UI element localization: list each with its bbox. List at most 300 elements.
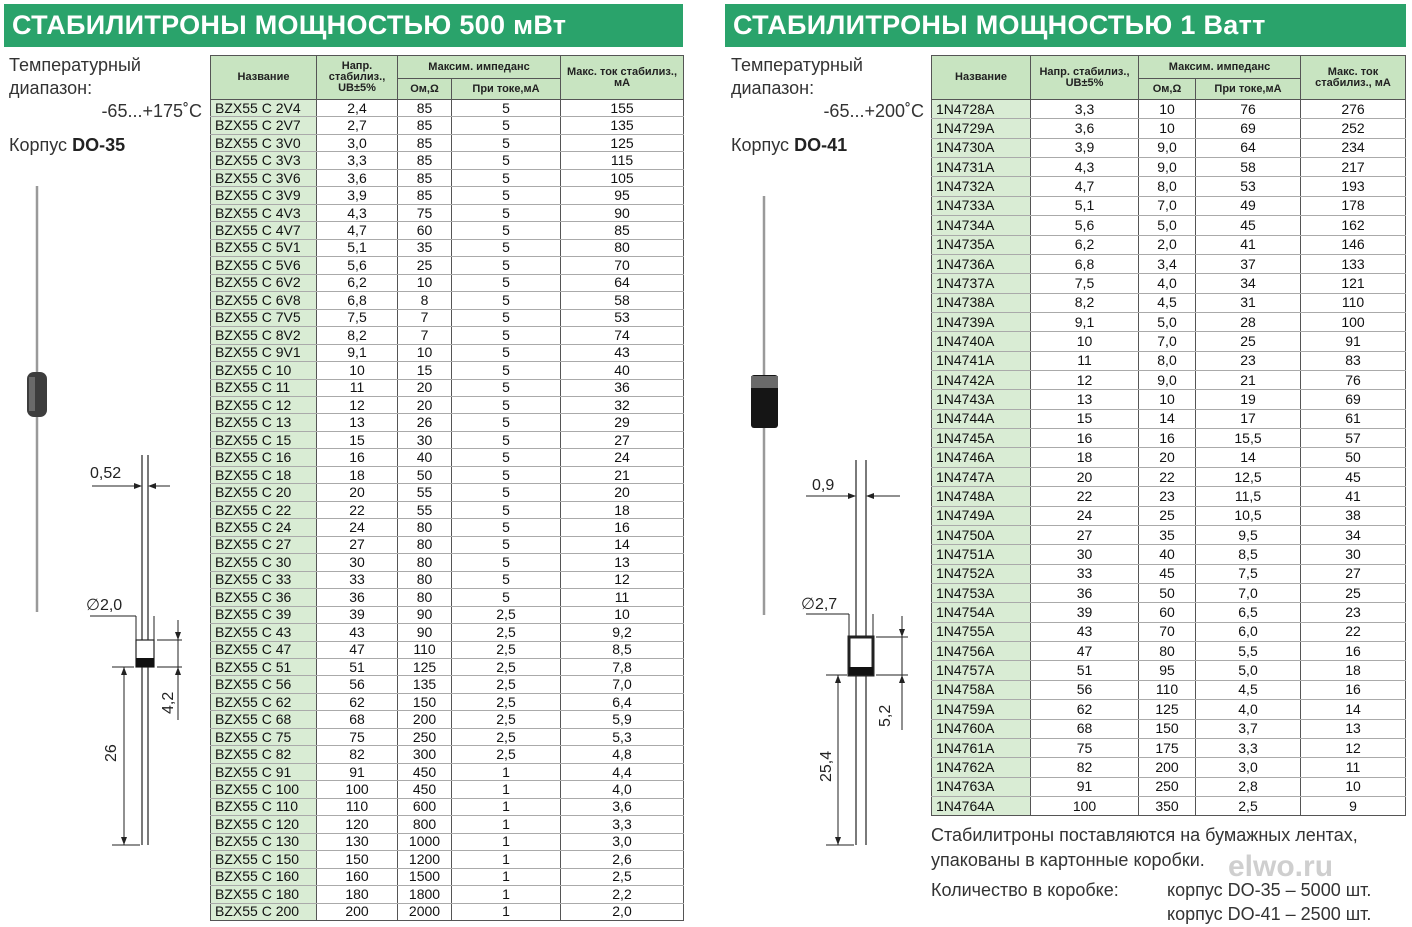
table-row [932, 564, 1406, 583]
cell-test-current: 1 [452, 851, 561, 868]
cell-voltage: 47 [317, 641, 398, 658]
cell-name: BZX55 C 27 [211, 536, 317, 553]
cell-test-current: 5 [452, 501, 561, 518]
table-row [211, 327, 684, 344]
col-header-name: Название [211, 56, 317, 100]
table-row [932, 390, 1406, 409]
cell-voltage: 43 [317, 624, 398, 641]
cell-max-current: 162 [1301, 216, 1406, 235]
cell-max-current: 10 [561, 606, 684, 623]
table-row [211, 431, 684, 448]
cell-impedance: 250 [1139, 777, 1196, 796]
cell-voltage: 68 [1031, 719, 1139, 738]
cell-voltage: 3,0 [317, 134, 398, 151]
table-row [932, 525, 1406, 544]
package-label: Корпус [9, 135, 68, 155]
cell-voltage: 100 [1031, 796, 1139, 815]
cell-name: BZX55 C 30 [211, 554, 317, 571]
cell-impedance: 10 [1139, 390, 1196, 409]
table-row [211, 449, 684, 466]
cell-voltage: 13 [1031, 390, 1139, 409]
cell-max-current: 70 [561, 257, 684, 274]
cell-max-current: 95 [561, 187, 684, 204]
cell-test-current: 25 [1196, 332, 1301, 351]
cell-test-current: 5 [452, 152, 561, 169]
do35-dimension-drawing [90, 455, 182, 845]
cell-voltage: 4,3 [317, 204, 398, 221]
cell-test-current: 1 [452, 833, 561, 850]
cell-max-current: 155 [561, 100, 684, 117]
table-row [211, 746, 684, 763]
cell-test-current: 5 [452, 274, 561, 291]
cell-voltage: 4,7 [1031, 177, 1139, 196]
cell-voltage: 200 [317, 903, 398, 920]
temp-label: Температурный [731, 55, 863, 75]
table-row [211, 484, 684, 501]
cell-max-current: 36 [561, 379, 684, 396]
cell-test-current: 5 [452, 117, 561, 134]
cell-max-current: 4,8 [561, 746, 684, 763]
cell-max-current: 9,2 [561, 624, 684, 641]
cell-impedance: 80 [398, 571, 452, 588]
cell-voltage: 16 [1031, 429, 1139, 448]
cell-max-current: 5,9 [561, 711, 684, 728]
cell-name: 1N4750A [932, 525, 1031, 544]
cell-voltage: 180 [317, 886, 398, 903]
cell-max-current: 2,2 [561, 886, 684, 903]
cell-voltage: 3,9 [1031, 138, 1139, 157]
cell-max-current: 29 [561, 414, 684, 431]
cell-max-current: 64 [561, 274, 684, 291]
cell-test-current: 4,0 [1196, 700, 1301, 719]
cell-name: 1N4746A [932, 448, 1031, 467]
cell-voltage: 36 [1031, 583, 1139, 602]
cell-max-current: 90 [561, 204, 684, 221]
cell-name: BZX55 C 160 [211, 868, 317, 885]
cell-impedance: 10 [398, 274, 452, 291]
table-row [932, 738, 1406, 757]
cell-name: BZX55 C 9V1 [211, 344, 317, 361]
cell-name: 1N4742A [932, 371, 1031, 390]
cell-impedance: 125 [398, 659, 452, 676]
table-row [932, 583, 1406, 602]
col-header-impedance: Максим. импеданс [1139, 56, 1301, 79]
temp-value: -65...+200˚C [823, 101, 924, 121]
cell-impedance: 80 [398, 554, 452, 571]
cell-max-current: 23 [1301, 603, 1406, 622]
cell-name: BZX55 C 8V2 [211, 327, 317, 344]
cell-impedance: 40 [398, 449, 452, 466]
table-row [932, 796, 1406, 815]
cell-voltage: 10 [317, 362, 398, 379]
table-row [932, 642, 1406, 661]
table-row [932, 100, 1406, 119]
cell-impedance: 5,0 [1139, 216, 1196, 235]
cell-impedance: 4,5 [1139, 293, 1196, 312]
cell-max-current: 234 [1301, 138, 1406, 157]
cell-test-current: 2,5 [452, 728, 561, 745]
cell-voltage: 2,4 [317, 100, 398, 117]
cell-name: 1N4749A [932, 506, 1031, 525]
cell-name: BZX55 C 10 [211, 362, 317, 379]
cell-test-current: 5,5 [1196, 642, 1301, 661]
cell-max-current: 125 [561, 134, 684, 151]
table-row [932, 138, 1406, 157]
table-row [932, 700, 1406, 719]
cell-impedance: 8 [398, 292, 452, 309]
cell-voltage: 6,2 [317, 274, 398, 291]
cell-voltage: 22 [1031, 487, 1139, 506]
cell-voltage: 7,5 [1031, 274, 1139, 293]
table-row [211, 152, 684, 169]
cell-impedance: 10 [398, 344, 452, 361]
table-row [211, 606, 684, 623]
cell-test-current: 2,5 [452, 711, 561, 728]
qty-label: Количество в коробке: [931, 880, 1119, 900]
cell-test-current: 5 [452, 327, 561, 344]
cell-name: 1N4755A [932, 622, 1031, 641]
cell-max-current: 12 [561, 571, 684, 588]
cell-test-current: 5 [452, 554, 561, 571]
cell-max-current: 45 [1301, 467, 1406, 486]
cell-test-current: 5 [452, 187, 561, 204]
cell-impedance: 10 [1139, 119, 1196, 138]
cell-name: BZX55 C 16 [211, 449, 317, 466]
cell-impedance: 55 [398, 484, 452, 501]
cell-test-current: 3,0 [1196, 758, 1301, 777]
table-row [211, 204, 684, 221]
cell-impedance: 15 [398, 362, 452, 379]
cell-voltage: 22 [317, 501, 398, 518]
cell-impedance: 26 [398, 414, 452, 431]
cell-max-current: 115 [561, 152, 684, 169]
cell-voltage: 6,8 [1031, 254, 1139, 273]
table-row [211, 274, 684, 291]
cell-max-current: 110 [1301, 293, 1406, 312]
cell-max-current: 22 [1301, 622, 1406, 641]
cell-impedance: 95 [1139, 661, 1196, 680]
cell-max-current: 20 [561, 484, 684, 501]
col-header-ohm: Ом,Ω [398, 79, 452, 100]
cell-name: BZX55 C 2V7 [211, 117, 317, 134]
cell-name: 1N4732A [932, 177, 1031, 196]
cell-voltage: 16 [317, 449, 398, 466]
cell-voltage: 120 [317, 816, 398, 833]
cell-name: 1N4744A [932, 409, 1031, 428]
cell-test-current: 37 [1196, 254, 1301, 273]
cell-test-current: 5 [452, 100, 561, 117]
col-header-max-current: Макс. ток стабилиз., мА [561, 56, 684, 100]
cell-name: 1N4763A [932, 777, 1031, 796]
cell-max-current: 50 [1301, 448, 1406, 467]
cell-test-current: 5 [452, 239, 561, 256]
cell-test-current: 5 [452, 362, 561, 379]
table-1w [931, 55, 1406, 816]
cell-voltage: 33 [1031, 564, 1139, 583]
cell-voltage: 47 [1031, 642, 1139, 661]
cell-max-current: 14 [561, 536, 684, 553]
cell-name: BZX55 C 43 [211, 624, 317, 641]
cell-max-current: 69 [1301, 390, 1406, 409]
cell-test-current: 5 [452, 589, 561, 606]
cell-impedance: 85 [398, 100, 452, 117]
cell-impedance: 5,0 [1139, 312, 1196, 331]
table-row [211, 676, 684, 693]
do35-photo [27, 186, 47, 612]
package-label: Корпус [731, 135, 790, 155]
cell-max-current: 24 [561, 449, 684, 466]
table-row [211, 554, 684, 571]
dim-lead-diameter: 0,52 [90, 465, 122, 482]
cell-impedance: 50 [1139, 583, 1196, 602]
table-row [932, 622, 1406, 641]
cell-voltage: 13 [317, 414, 398, 431]
table-row [932, 467, 1406, 486]
table-row [211, 414, 684, 431]
cell-max-current: 3,6 [561, 798, 684, 815]
cell-name: 1N4736A [932, 254, 1031, 273]
cell-name: 1N4756A [932, 642, 1031, 661]
cell-test-current: 2,5 [452, 746, 561, 763]
cell-name: BZX55 C 5V6 [211, 257, 317, 274]
cell-voltage: 33 [317, 571, 398, 588]
cell-test-current: 5 [452, 169, 561, 186]
cell-max-current: 178 [1301, 196, 1406, 215]
cell-test-current: 1 [452, 816, 561, 833]
table-row [211, 501, 684, 518]
cell-test-current: 2,5 [452, 624, 561, 641]
cell-test-current: 2,5 [452, 641, 561, 658]
table-row [211, 257, 684, 274]
temp-label: диапазон: [9, 78, 93, 98]
col-header-voltage: Напр. стабилиз., UB±5% [1031, 56, 1139, 100]
col-header-impedance: Максим. импеданс [398, 56, 561, 79]
cell-name: BZX55 C 22 [211, 501, 317, 518]
cell-test-current: 14 [1196, 448, 1301, 467]
table-row [932, 409, 1406, 428]
cell-test-current: 4,5 [1196, 680, 1301, 699]
cell-name: BZX55 C 68 [211, 711, 317, 728]
cell-voltage: 20 [317, 484, 398, 501]
table-row [932, 545, 1406, 564]
table-row [211, 728, 684, 745]
cell-max-current: 83 [1301, 351, 1406, 370]
cell-voltage: 130 [317, 833, 398, 850]
cell-max-current: 18 [561, 501, 684, 518]
cell-name: BZX55 C 12 [211, 396, 317, 413]
cell-impedance: 25 [1139, 506, 1196, 525]
table-row [211, 798, 684, 815]
cell-impedance: 22 [1139, 467, 1196, 486]
cell-voltage: 56 [317, 676, 398, 693]
cell-impedance: 85 [398, 169, 452, 186]
cell-impedance: 45 [1139, 564, 1196, 583]
cell-name: BZX55 C 91 [211, 763, 317, 780]
cell-max-current: 8,5 [561, 641, 684, 658]
dim-body-length: 5,2 [877, 704, 894, 727]
table-row [211, 816, 684, 833]
cell-voltage: 36 [317, 589, 398, 606]
table-row [211, 100, 684, 117]
cell-name: BZX55 C 200 [211, 903, 317, 920]
cell-max-current: 2,6 [561, 851, 684, 868]
cell-impedance: 23 [1139, 487, 1196, 506]
cell-impedance: 150 [1139, 719, 1196, 738]
cell-impedance: 60 [1139, 603, 1196, 622]
cell-test-current: 5 [452, 257, 561, 274]
cell-max-current: 2,0 [561, 903, 684, 920]
cell-impedance: 40 [1139, 545, 1196, 564]
cell-test-current: 45 [1196, 216, 1301, 235]
cell-voltage: 30 [317, 554, 398, 571]
cell-max-current: 16 [1301, 680, 1406, 699]
cell-name: 1N4762A [932, 758, 1031, 777]
cell-impedance: 55 [398, 501, 452, 518]
cell-max-current: 105 [561, 169, 684, 186]
table-row [932, 661, 1406, 680]
cell-max-current: 11 [561, 589, 684, 606]
cell-max-current: 58 [561, 292, 684, 309]
cell-test-current: 7,5 [1196, 564, 1301, 583]
cell-impedance: 85 [398, 152, 452, 169]
cell-test-current: 31 [1196, 293, 1301, 312]
table-row [932, 351, 1406, 370]
cell-name: 1N4728A [932, 100, 1031, 119]
cell-max-current: 2,5 [561, 868, 684, 885]
cell-voltage: 5,1 [317, 239, 398, 256]
cell-name: BZX55 C 4V3 [211, 204, 317, 221]
table-row [932, 487, 1406, 506]
cell-max-current: 4,4 [561, 763, 684, 780]
cell-impedance: 7 [398, 309, 452, 326]
cell-name: BZX55 C 7V5 [211, 309, 317, 326]
cell-voltage: 9,1 [1031, 312, 1139, 331]
cell-name: 1N4739A [932, 312, 1031, 331]
cell-max-current: 27 [1301, 564, 1406, 583]
cell-impedance: 50 [398, 466, 452, 483]
cell-impedance: 2000 [398, 903, 452, 920]
cell-voltage: 3,6 [1031, 119, 1139, 138]
table-row [211, 466, 684, 483]
cell-impedance: 110 [398, 641, 452, 658]
cell-voltage: 75 [317, 728, 398, 745]
cell-voltage: 3,3 [1031, 100, 1139, 119]
cell-name: BZX55 C 110 [211, 798, 317, 815]
table-row [211, 309, 684, 326]
cell-name: BZX55 C 13 [211, 414, 317, 431]
cell-impedance: 7,0 [1139, 196, 1196, 215]
cell-test-current: 5 [452, 134, 561, 151]
cell-impedance: 350 [1139, 796, 1196, 815]
cell-impedance: 9,0 [1139, 138, 1196, 157]
cell-test-current: 5 [452, 449, 561, 466]
cell-test-current: 5 [452, 379, 561, 396]
col-header-max-current: Макс. ток стабилиз., мА [1301, 56, 1406, 100]
table-row [211, 571, 684, 588]
temp-label: Температурный [9, 55, 141, 75]
cell-max-current: 3,0 [561, 833, 684, 850]
cell-max-current: 6,4 [561, 693, 684, 710]
table-row [211, 169, 684, 186]
cell-max-current: 53 [561, 309, 684, 326]
cell-impedance: 200 [398, 711, 452, 728]
cell-test-current: 49 [1196, 196, 1301, 215]
cell-max-current: 32 [561, 396, 684, 413]
temp-label: диапазон: [731, 78, 815, 98]
cell-voltage: 160 [317, 868, 398, 885]
cell-voltage: 24 [317, 519, 398, 536]
cell-voltage: 39 [317, 606, 398, 623]
table-row [211, 187, 684, 204]
table-row [211, 536, 684, 553]
cell-impedance: 35 [1139, 525, 1196, 544]
cell-impedance: 8,0 [1139, 177, 1196, 196]
table-row [211, 659, 684, 676]
cell-impedance: 800 [398, 816, 452, 833]
cell-impedance: 200 [1139, 758, 1196, 777]
cell-impedance: 90 [398, 624, 452, 641]
cell-name: 1N4760A [932, 719, 1031, 738]
cell-name: BZX55 C 4V7 [211, 222, 317, 239]
table-row [932, 312, 1406, 331]
cell-voltage: 39 [1031, 603, 1139, 622]
table-row [932, 254, 1406, 273]
cell-impedance: 125 [1139, 700, 1196, 719]
cell-test-current: 1 [452, 798, 561, 815]
cell-test-current: 9,5 [1196, 525, 1301, 544]
cell-voltage: 82 [317, 746, 398, 763]
cell-max-current: 121 [1301, 274, 1406, 293]
cell-max-current: 74 [561, 327, 684, 344]
cell-impedance: 30 [398, 431, 452, 448]
cell-max-current: 13 [1301, 719, 1406, 738]
cell-max-current: 21 [561, 466, 684, 483]
table-row [932, 719, 1406, 738]
cell-max-current: 16 [561, 519, 684, 536]
cell-impedance: 1500 [398, 868, 452, 885]
cell-test-current: 76 [1196, 100, 1301, 119]
cell-impedance: 80 [1139, 642, 1196, 661]
cell-impedance: 70 [1139, 622, 1196, 641]
cell-voltage: 15 [317, 431, 398, 448]
cell-test-current: 5 [452, 414, 561, 431]
cell-name: BZX55 C 3V6 [211, 169, 317, 186]
cell-max-current: 252 [1301, 119, 1406, 138]
cell-impedance: 60 [398, 222, 452, 239]
cell-name: 1N4764A [932, 796, 1031, 815]
table-row [932, 216, 1406, 235]
cell-max-current: 276 [1301, 100, 1406, 119]
cell-name: 1N4752A [932, 564, 1031, 583]
table-row [211, 239, 684, 256]
table-row [211, 763, 684, 780]
cell-impedance: 110 [1139, 680, 1196, 699]
cell-name: BZX55 C 6V2 [211, 274, 317, 291]
cell-name: 1N4757A [932, 661, 1031, 680]
table-row [932, 196, 1406, 215]
cell-voltage: 5,6 [317, 257, 398, 274]
cell-voltage: 18 [1031, 448, 1139, 467]
table-row [932, 758, 1406, 777]
cell-voltage: 8,2 [1031, 293, 1139, 312]
cell-voltage: 15 [1031, 409, 1139, 428]
table-row [211, 396, 684, 413]
cell-max-current: 34 [1301, 525, 1406, 544]
cell-name: 1N4740A [932, 332, 1031, 351]
cell-max-current: 100 [1301, 312, 1406, 331]
cell-test-current: 19 [1196, 390, 1301, 409]
cell-impedance: 1000 [398, 833, 452, 850]
